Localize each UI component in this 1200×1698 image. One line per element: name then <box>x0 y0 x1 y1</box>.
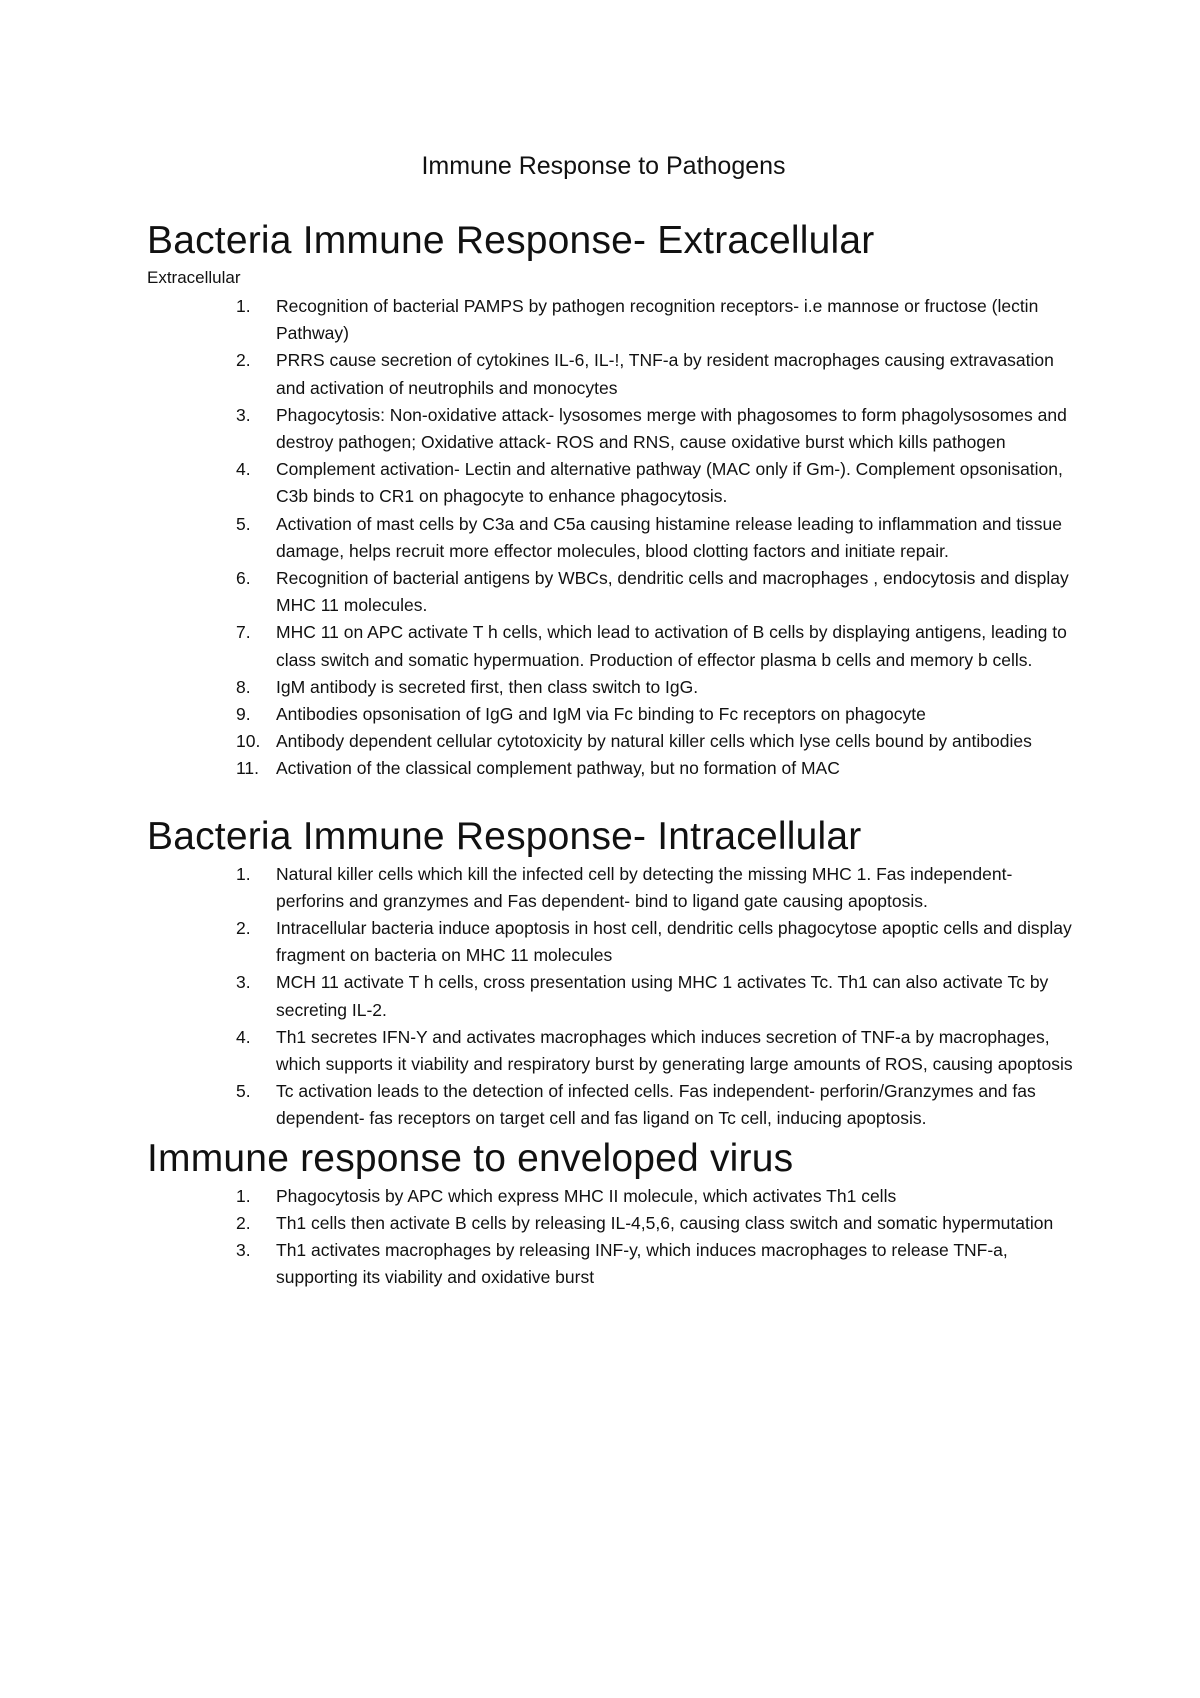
list-item <box>147 347 1080 401</box>
list-item-text: Intracellular bacteria induce apoptosis in host cell, dendritic cells phagocytose apoptic cells and display fragment on bacteria on MHC 11 molecules <box>276 918 1072 966</box>
list-item <box>147 1078 1080 1132</box>
list-number: 9. <box>236 704 251 725</box>
list-item <box>147 565 1080 619</box>
list-number: 3. <box>236 404 251 425</box>
list-item <box>147 969 1080 1023</box>
list-item <box>147 755 1080 782</box>
list-item <box>147 511 1080 565</box>
list-item <box>147 701 1080 728</box>
section-spacer <box>147 783 1080 813</box>
numbered-list <box>147 293 1080 783</box>
list-item-text: Recognition of bacterial antigens by WBCs, dendritic cells and macrophages , endocytosis and display MHC 11 molecules. <box>276 568 1069 616</box>
list-item-text: Activation of the classical complement pathway, but no formation of MAC <box>276 758 840 779</box>
numbered-list <box>147 1183 1080 1292</box>
list-item-text: Phagocytosis: Non-oxidative attack- lysosomes merge with phagosomes to form phagolysosomes and destroy pathogen; Oxidative attack- ROS and RNS, cause oxidative burst which kills pathogen <box>276 404 1067 453</box>
list-number: 5. <box>236 1081 251 1102</box>
list-number: 4. <box>236 459 251 480</box>
list-number: 8. <box>236 676 251 697</box>
section-heading: Immune response to enveloped virus <box>147 1136 794 1180</box>
list-number: 3. <box>236 972 251 993</box>
list-number: 11. <box>236 758 260 779</box>
list-number: 7. <box>236 622 251 643</box>
list-number: 1. <box>236 296 251 316</box>
list-number: 2. <box>236 918 251 939</box>
list-item-text: MCH 11 activate T h cells, cross presentation using MHC 1 activates Tc. Th1 can also activate Tc by secreting IL-2. <box>276 972 1049 1020</box>
list-item-text: Antibodies opsonisation of IgG and IgM via Fc binding to Fc receptors on phagocyte <box>276 704 926 725</box>
list-item-text: Recognition of bacterial PAMPS by pathogen recognition receptors- i.e mannose or fructose (lectin Pathway) <box>276 296 1039 344</box>
list-number: 1. <box>236 1185 251 1206</box>
list-item <box>147 619 1080 673</box>
list-item <box>147 674 1080 701</box>
list-number: 10. <box>236 731 261 752</box>
list-item <box>147 1183 1080 1210</box>
list-item <box>147 402 1080 456</box>
list-item-text: IgM antibody is secreted first, then class switch to IgG. <box>276 676 699 697</box>
list-item-text: Activation of mast cells by C3a and C5a causing histamine release leading to inflammation and tissue damage, helps recruit more effector molecules, blood clotting factors and initiate repair. <box>276 513 1062 561</box>
section-subheading: Extracellular <box>147 268 241 287</box>
section-intracellular <box>147 813 1080 1133</box>
list-item <box>147 1237 1080 1291</box>
list-item-text: PRRS cause secretion of cytokines IL-6, IL-!, TNF-a by resident macrophages causing extravasation and activation of neutrophils and monocytes <box>276 350 1054 398</box>
document-title: Immune Response to Pathogens <box>421 152 786 180</box>
list-number: 6. <box>236 568 251 589</box>
list-item-text: Th1 activates macrophages by releasing INF-y, which induces macrophages to release TNF-a, supporting its viability and oxidative burst <box>276 1240 1008 1288</box>
list-item <box>147 456 1080 510</box>
list-number: 1. <box>236 863 251 884</box>
list-item <box>147 861 1080 915</box>
list-item-text: Natural killer cells which kill the infected cell by detecting the missing MHC 1. Fas independent- perforins and granzymes and Fas dependent- bind to ligand gate causing apoptosis. <box>276 863 1013 911</box>
list-item-text: MHC 11 on APC activate T h cells, which lead to activation of B cells by displaying antigens, leading to class switch and somatic hypermuation. Production of effector plasma b cells and memory b cells. <box>276 622 1067 670</box>
section-extracellular <box>147 217 1080 783</box>
list-number: 2. <box>236 1212 251 1233</box>
list-item <box>147 915 1080 969</box>
list-number: 3. <box>236 1240 251 1261</box>
numbered-list <box>147 861 1080 1133</box>
list-item <box>147 728 1080 755</box>
list-item <box>147 293 1080 347</box>
list-item <box>147 1210 1080 1237</box>
list-item-text: Th1 cells then activate B cells by releasing IL-4,5,6, causing class switch and somatic hypermutation <box>276 1212 1054 1233</box>
list-item-text: Th1 secretes IFN-Y and activates macrophages which induces secretion of TNF-a by macrophages, which supports it viability and respiratory burst by generating large amounts of ROS, causing apoptosis <box>276 1026 1073 1075</box>
list-item-text: Complement activation- Lectin and alternative pathway (MAC only if Gm-). Complement opsonisation, C3b binds to CR1 on phagocyte to enhance phagocytosis. <box>276 459 1063 507</box>
section-heading: Bacteria Immune Response- Extracellular <box>147 219 875 262</box>
list-number: 5. <box>236 513 251 534</box>
list-item-text: Phagocytosis by APC which express MHC II molecule, which activates Th1 cells <box>276 1185 897 1206</box>
list-item <box>147 1024 1080 1078</box>
list-item-text: Tc activation leads to the detection of infected cells. Fas independent- perforin/Granzymes and fas dependent- fas receptors on target cell and fas ligand on Tc cell, inducing apoptosis. <box>276 1081 1036 1129</box>
list-number: 4. <box>236 1026 251 1047</box>
section-enveloped-virus <box>147 1135 1080 1292</box>
section-heading: Bacteria Immune Response- Intracellular <box>147 814 862 858</box>
list-number: 2. <box>236 350 251 371</box>
list-item-text: Antibody dependent cellular cytotoxicity by natural killer cells which lyse cells bound by antibodies <box>276 731 1032 752</box>
